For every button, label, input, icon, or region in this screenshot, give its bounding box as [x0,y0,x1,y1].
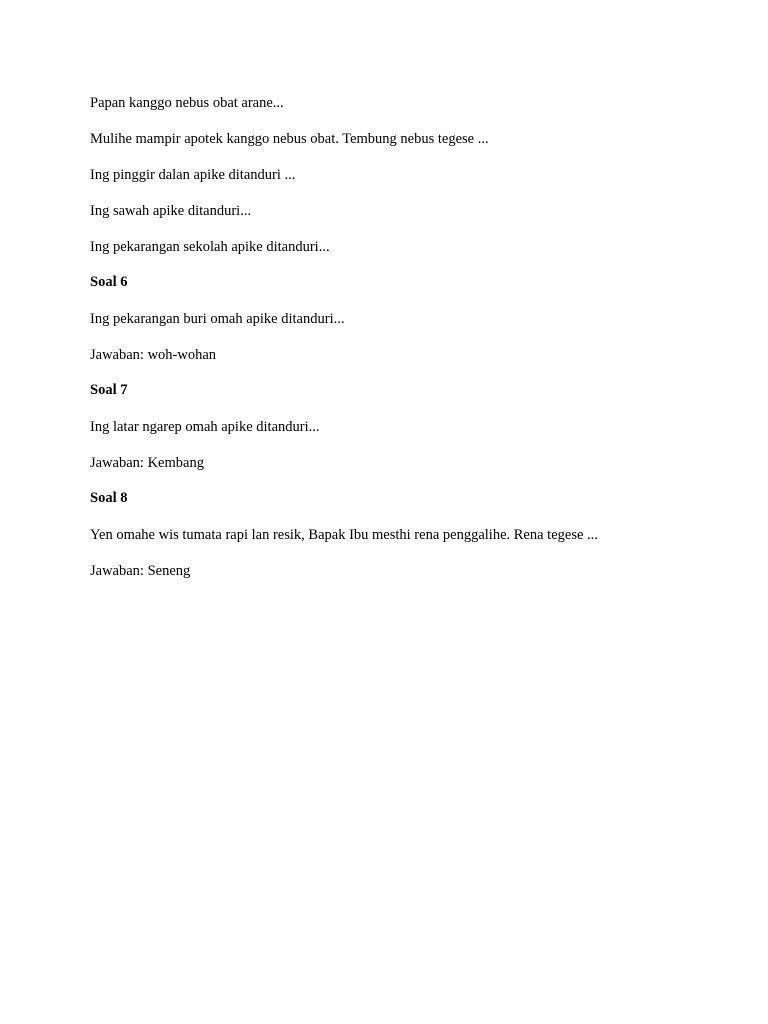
question-text: Papan kanggo nebus obat arane... [90,95,284,111]
question-heading: Soal 8 [90,490,128,506]
question-text: Ing latar ngarep omah apike ditanduri... [90,419,320,435]
question-heading: Soal 7 [90,382,128,398]
question-heading: Soal 6 [90,274,128,290]
question-text: Ing pinggir dalan apike ditanduri ... [90,167,296,183]
question-text: Ing pekarangan buri omah apike ditanduri... [90,311,345,327]
answer-text: Jawaban: woh-wohan [90,347,217,363]
question-text: Mulihe mampir apotek kanggo nebus obat. Tembung nebus tegese ... [90,131,489,147]
question-text: Ing sawah apike ditanduri... [90,203,252,219]
question-text: Yen omahe wis tumata rapi lan resik, Bapak Ibu mesthi rena penggalihe. Rena tegese ... [90,527,598,543]
answer-text: Jawaban: Seneng [90,563,191,579]
answer-text: Jawaban: Kembang [90,455,204,471]
question-text: Ing pekarangan sekolah apike ditanduri... [90,239,330,255]
